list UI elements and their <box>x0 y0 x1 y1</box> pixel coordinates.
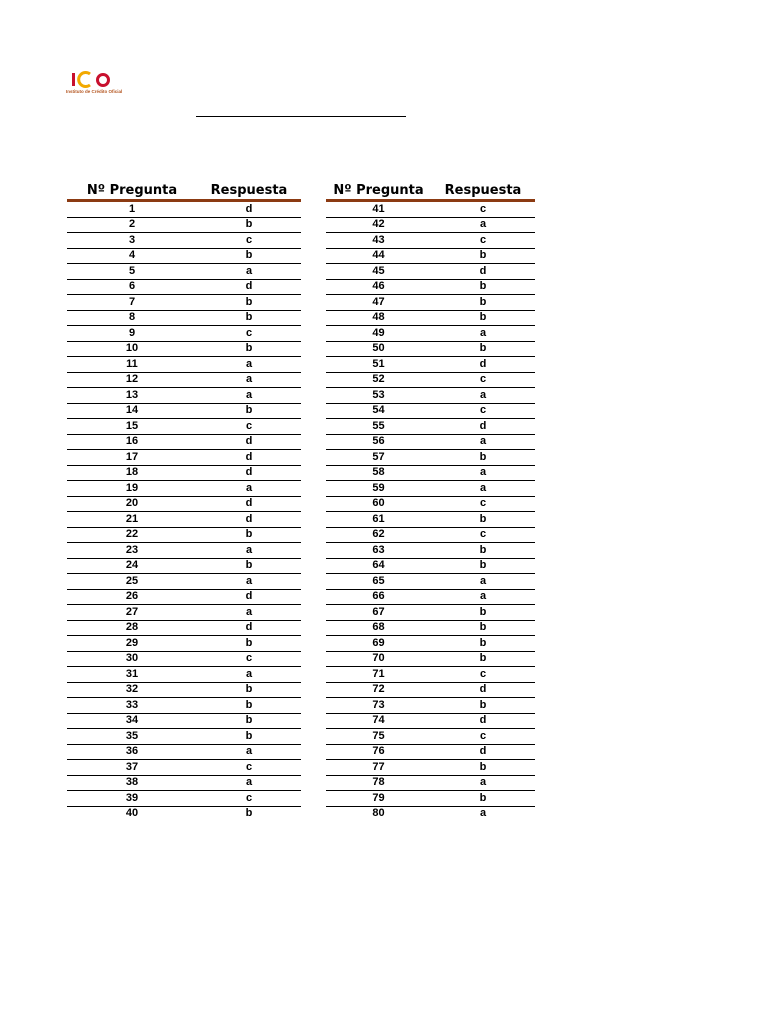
question-number: 6 <box>67 279 197 295</box>
table-row <box>326 201 535 218</box>
question-number: 64 <box>326 558 431 574</box>
question-number: 60 <box>326 496 431 512</box>
answer-letter: d <box>431 713 535 729</box>
question-number: 4 <box>67 248 197 264</box>
question-number: 48 <box>326 310 431 326</box>
table-row <box>326 419 535 435</box>
answer-letter: b <box>197 682 301 698</box>
question-number: 56 <box>326 434 431 450</box>
answer-letter: b <box>197 217 301 233</box>
answer-letter: b <box>431 558 535 574</box>
table-row <box>326 760 535 776</box>
question-number: 30 <box>67 651 197 667</box>
question-number: 59 <box>326 481 431 497</box>
table-row <box>67 775 301 791</box>
answer-letter: a <box>431 481 535 497</box>
table-row <box>326 558 535 574</box>
table-row <box>67 527 301 543</box>
answer-letter: b <box>197 310 301 326</box>
question-number: 15 <box>67 419 197 435</box>
answer-table-body <box>326 201 535 822</box>
table-row <box>67 217 301 233</box>
answer-letter: d <box>197 279 301 295</box>
table-row <box>326 310 535 326</box>
signature-line <box>196 116 406 117</box>
answer-letter: a <box>197 775 301 791</box>
question-number: 42 <box>326 217 431 233</box>
logo-subtitle: Instituto de Crédito Oficial <box>66 89 123 94</box>
answer-letter: c <box>431 527 535 543</box>
table-row <box>326 806 535 821</box>
question-number: 13 <box>67 388 197 404</box>
table-row <box>326 372 535 388</box>
question-number: 41 <box>326 201 431 218</box>
table-row <box>326 295 535 311</box>
answer-letter: d <box>197 512 301 528</box>
table-row <box>326 527 535 543</box>
table-row <box>326 434 535 450</box>
question-number: 49 <box>326 326 431 342</box>
table-row <box>326 357 535 373</box>
table-row <box>326 682 535 698</box>
answer-letter: b <box>197 558 301 574</box>
question-number: 10 <box>67 341 197 357</box>
table-row <box>67 295 301 311</box>
question-number: 76 <box>326 744 431 760</box>
question-number: 11 <box>67 357 197 373</box>
question-number: 28 <box>67 620 197 636</box>
question-number: 3 <box>67 233 197 249</box>
header-answer: Respuesta <box>197 182 301 201</box>
table-row <box>67 279 301 295</box>
table-row <box>326 651 535 667</box>
question-number: 71 <box>326 667 431 683</box>
answer-letter: b <box>197 636 301 652</box>
table-row <box>67 372 301 388</box>
question-number: 50 <box>326 341 431 357</box>
question-number: 72 <box>326 682 431 698</box>
answer-letter: b <box>431 605 535 621</box>
answer-letter: c <box>197 760 301 776</box>
answer-letter: c <box>431 201 535 218</box>
question-number: 80 <box>372 807 385 820</box>
answer-letter: c <box>431 372 535 388</box>
question-number: 47 <box>326 295 431 311</box>
question-number: 58 <box>326 465 431 481</box>
table-row <box>67 357 301 373</box>
question-number: 70 <box>326 651 431 667</box>
answer-letter: a <box>197 357 301 373</box>
question-number: 77 <box>326 760 431 776</box>
question-number: 32 <box>67 682 197 698</box>
table-row <box>326 698 535 714</box>
table-row <box>326 574 535 590</box>
question-number: 8 <box>67 310 197 326</box>
question-number: 22 <box>67 527 197 543</box>
header-answer: Respuesta <box>431 182 535 201</box>
table-row <box>326 729 535 745</box>
table-row <box>67 667 301 683</box>
table-row <box>326 264 535 280</box>
table-row <box>67 698 301 714</box>
table-row <box>326 217 535 233</box>
answer-letter: d <box>197 496 301 512</box>
question-number: 24 <box>67 558 197 574</box>
answer-letter: b <box>245 807 253 820</box>
question-number: 16 <box>67 434 197 450</box>
answer-letter: b <box>197 248 301 264</box>
table-row <box>67 496 301 512</box>
table-row <box>326 512 535 528</box>
answer-letter: c <box>431 496 535 512</box>
answer-letter: c <box>197 419 301 435</box>
question-number: 52 <box>326 372 431 388</box>
table-row <box>67 543 301 559</box>
table-row <box>67 589 301 605</box>
answer-letter: c <box>431 729 535 745</box>
table-row <box>326 326 535 342</box>
question-number: 46 <box>326 279 431 295</box>
question-number: 7 <box>67 295 197 311</box>
table-row <box>67 760 301 776</box>
question-number: 74 <box>326 713 431 729</box>
answer-letter: d <box>197 450 301 466</box>
answer-letter: a <box>197 388 301 404</box>
question-number: 1 <box>67 201 197 218</box>
answer-letter: d <box>197 589 301 605</box>
answer-letter: b <box>431 341 535 357</box>
answer-letter: a <box>431 326 535 342</box>
ico-logo-icon <box>66 70 114 90</box>
table-row <box>67 201 301 218</box>
question-number: 65 <box>326 574 431 590</box>
table-row <box>67 620 301 636</box>
answer-letter: b <box>431 450 535 466</box>
answer-table-left <box>67 182 301 821</box>
answer-letter: d <box>431 357 535 373</box>
answer-letter: d <box>197 620 301 636</box>
table-row <box>326 713 535 729</box>
answer-letter: b <box>431 651 535 667</box>
question-number: 43 <box>326 233 431 249</box>
question-number: 63 <box>326 543 431 559</box>
table-row <box>67 558 301 574</box>
question-number: 78 <box>326 775 431 791</box>
answer-letter: a <box>479 807 487 820</box>
table-row <box>326 233 535 249</box>
answer-letter: a <box>431 589 535 605</box>
answer-letter: b <box>431 279 535 295</box>
question-number: 37 <box>67 760 197 776</box>
table-row <box>326 496 535 512</box>
table-row <box>67 450 301 466</box>
table-row <box>326 589 535 605</box>
question-number: 17 <box>67 450 197 466</box>
answer-letter: a <box>197 543 301 559</box>
question-number: 23 <box>67 543 197 559</box>
answer-letter: a <box>197 264 301 280</box>
answer-letter: a <box>431 574 535 590</box>
table-row <box>326 744 535 760</box>
question-number: 18 <box>67 465 197 481</box>
table-row <box>67 744 301 760</box>
question-number: 25 <box>67 574 197 590</box>
table-row <box>326 667 535 683</box>
question-number: 44 <box>326 248 431 264</box>
table-row <box>67 713 301 729</box>
table-row <box>67 310 301 326</box>
answer-letter: a <box>197 605 301 621</box>
table-row <box>67 248 301 264</box>
answer-letter: b <box>431 791 535 807</box>
question-number: 51 <box>326 357 431 373</box>
answer-letter: c <box>431 667 535 683</box>
question-number: 73 <box>326 698 431 714</box>
table-row <box>67 791 301 807</box>
question-number: 27 <box>67 605 197 621</box>
answer-letter: c <box>197 326 301 342</box>
answer-letter: c <box>431 403 535 419</box>
answer-letter: b <box>431 295 535 311</box>
question-number: 2 <box>67 217 197 233</box>
answer-letter: b <box>197 713 301 729</box>
answer-letter: b <box>431 620 535 636</box>
answer-letter: b <box>431 512 535 528</box>
answer-letter: c <box>197 791 301 807</box>
answer-letter: a <box>197 744 301 760</box>
answer-letter: d <box>431 264 535 280</box>
table-row <box>326 620 535 636</box>
answer-letter: c <box>197 651 301 667</box>
answer-letter: b <box>197 341 301 357</box>
table-row <box>67 341 301 357</box>
question-number: 53 <box>326 388 431 404</box>
table-row <box>67 605 301 621</box>
ico-logo <box>66 70 126 98</box>
table-row <box>326 450 535 466</box>
table-row <box>326 791 535 807</box>
table-header-row <box>326 182 535 201</box>
table-row <box>67 729 301 745</box>
table-row <box>67 326 301 342</box>
answer-letter: b <box>431 636 535 652</box>
question-number: 69 <box>326 636 431 652</box>
table-row <box>67 233 301 249</box>
answer-letter: a <box>197 574 301 590</box>
answer-table-right <box>326 182 535 821</box>
table-row <box>326 636 535 652</box>
question-number: 75 <box>326 729 431 745</box>
answer-letter: b <box>431 698 535 714</box>
table-row <box>67 465 301 481</box>
answer-letter: a <box>197 667 301 683</box>
question-number: 55 <box>326 419 431 435</box>
answer-letter: d <box>431 682 535 698</box>
answer-letter: a <box>197 481 301 497</box>
question-number: 5 <box>67 264 197 280</box>
question-number: 29 <box>67 636 197 652</box>
table-row <box>326 775 535 791</box>
question-number: 9 <box>67 326 197 342</box>
question-number: 34 <box>67 713 197 729</box>
question-number: 62 <box>326 527 431 543</box>
question-number: 79 <box>326 791 431 807</box>
question-number: 57 <box>326 450 431 466</box>
table-row <box>67 419 301 435</box>
table-row <box>67 512 301 528</box>
question-number: 38 <box>67 775 197 791</box>
table-row <box>67 636 301 652</box>
answer-letter: a <box>431 775 535 791</box>
answer-letter: a <box>431 217 535 233</box>
answer-letter: b <box>197 698 301 714</box>
answer-letter: b <box>431 543 535 559</box>
question-number: 61 <box>326 512 431 528</box>
table-row <box>326 543 535 559</box>
question-number: 54 <box>326 403 431 419</box>
table-row <box>326 605 535 621</box>
answer-letter: c <box>197 233 301 249</box>
table-row <box>326 248 535 264</box>
answer-letter: d <box>431 744 535 760</box>
question-number: 31 <box>67 667 197 683</box>
question-number: 14 <box>67 403 197 419</box>
table-row <box>67 651 301 667</box>
table-row <box>67 388 301 404</box>
header-question: Nº Pregunta <box>326 182 431 201</box>
answer-letter: b <box>197 729 301 745</box>
answer-letter: b <box>431 760 535 776</box>
answer-letter: c <box>431 233 535 249</box>
answer-letter: d <box>197 201 301 218</box>
answer-letter: d <box>431 419 535 435</box>
question-number: 33 <box>67 698 197 714</box>
table-row <box>326 279 535 295</box>
answer-letter: a <box>431 434 535 450</box>
question-number: 39 <box>67 791 197 807</box>
question-number: 26 <box>67 589 197 605</box>
question-number: 20 <box>67 496 197 512</box>
answer-letter: b <box>431 248 535 264</box>
table-row <box>326 481 535 497</box>
table-row <box>326 388 535 404</box>
question-number: 45 <box>326 264 431 280</box>
table-row <box>326 465 535 481</box>
question-number: 40 <box>125 807 139 820</box>
table-row <box>67 403 301 419</box>
question-number: 12 <box>67 372 197 388</box>
question-number: 66 <box>326 589 431 605</box>
question-number: 19 <box>67 481 197 497</box>
table-row <box>67 806 301 821</box>
table-row <box>67 481 301 497</box>
table-row <box>67 264 301 280</box>
answer-letter: b <box>197 295 301 311</box>
answer-letter: b <box>197 527 301 543</box>
table-row <box>67 682 301 698</box>
question-number: 67 <box>326 605 431 621</box>
answer-letter: b <box>197 403 301 419</box>
table-row <box>326 403 535 419</box>
answer-letter: a <box>431 465 535 481</box>
table-row <box>67 434 301 450</box>
answer-letter: d <box>197 465 301 481</box>
answer-letter: a <box>431 388 535 404</box>
answer-letter: a <box>197 372 301 388</box>
header-question: Nº Pregunta <box>67 182 197 201</box>
question-number: 35 <box>67 729 197 745</box>
answer-table-body <box>67 201 301 822</box>
table-row <box>326 341 535 357</box>
question-number: 68 <box>326 620 431 636</box>
answer-letter: b <box>431 310 535 326</box>
question-number: 36 <box>67 744 197 760</box>
question-number: 21 <box>67 512 197 528</box>
answer-letter: d <box>197 434 301 450</box>
table-row <box>67 574 301 590</box>
table-header-row <box>67 182 301 201</box>
